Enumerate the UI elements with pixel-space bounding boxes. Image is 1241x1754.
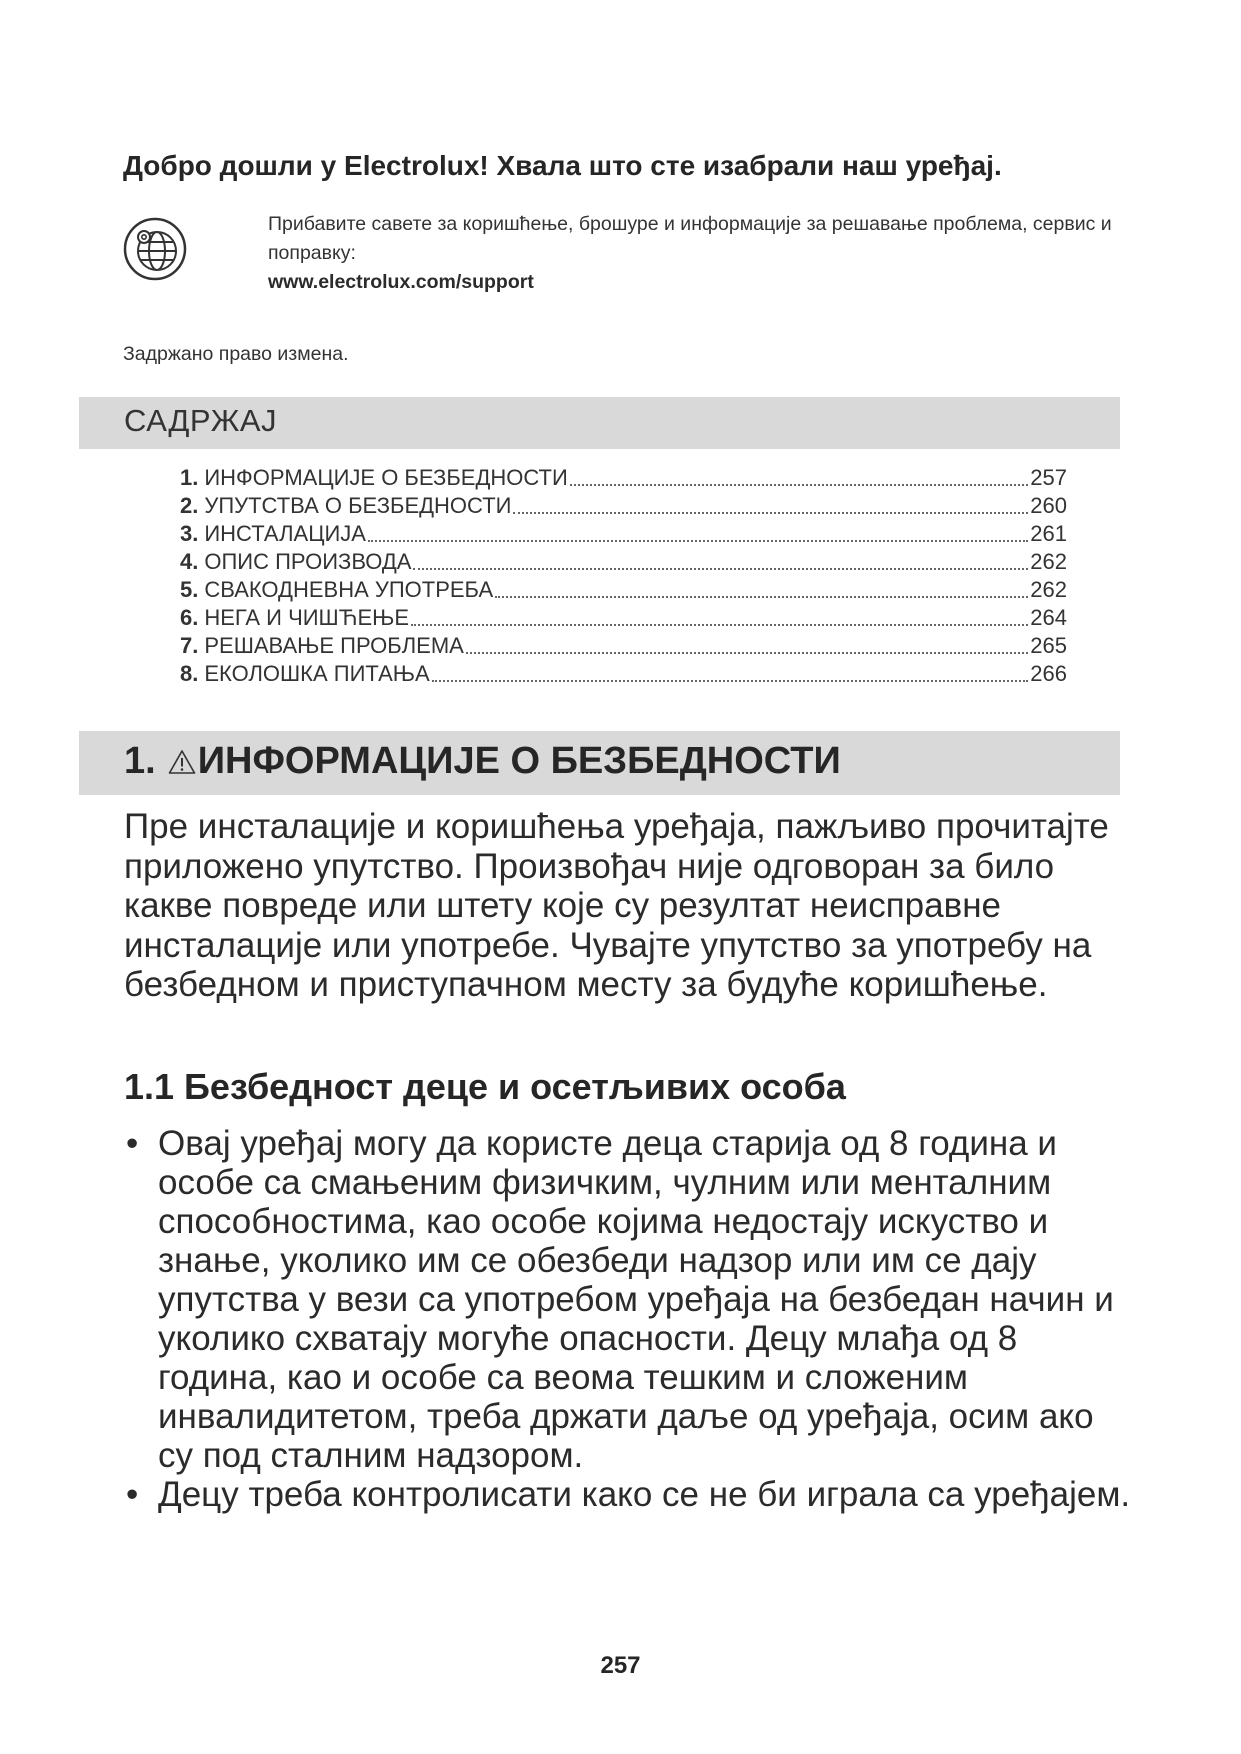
toc-item[interactable] xyxy=(180,604,1067,632)
toc-item[interactable] xyxy=(180,576,1067,604)
rights-reserved-note: Задржано право измена. xyxy=(123,343,349,365)
toc-item-number: 4. xyxy=(180,549,199,574)
toc-item-label: НЕГА И ЧИШЋЕЊЕ xyxy=(204,605,410,630)
toc-item-number: 5. xyxy=(180,577,199,602)
page-number: 257 xyxy=(600,1652,641,1679)
toc-leader-dots xyxy=(495,596,1028,598)
toc-item-number: 2. xyxy=(180,493,199,518)
toc-item-label: ЕКОЛОШКА ПИТАЊА xyxy=(204,661,430,686)
support-info xyxy=(268,210,1148,297)
support-text: Прибавите савете за коришћење, брошуре и информације за решавање проблема, сервис и поправку: xyxy=(268,213,1112,264)
toc-item-page: 262 xyxy=(1030,549,1067,574)
section-title-text: ИНФОРМАЦИЈЕ О БЕЗБЕДНОСТИ xyxy=(197,740,841,782)
toc-item-page: 264 xyxy=(1030,605,1067,630)
toc-title: САДРЖАЈ xyxy=(124,403,278,438)
toc-item[interactable] xyxy=(180,632,1067,660)
toc-item[interactable] xyxy=(180,548,1067,576)
toc-item-page: 257 xyxy=(1030,465,1067,490)
toc-item-label: ОПИС ПРОИЗВОДА xyxy=(204,549,412,574)
toc-item-page: 265 xyxy=(1030,633,1067,658)
toc-leader-dots xyxy=(513,512,1028,514)
section-number: 1. xyxy=(124,740,156,782)
toc-leader-dots xyxy=(432,680,1029,682)
toc-item[interactable] xyxy=(180,520,1067,548)
toc-item[interactable] xyxy=(180,660,1067,688)
toc-item-label: ИНСТАЛАЦИЈА xyxy=(204,521,366,546)
section-intro: Пре инсталације и коришћења уређаја, пажљиво прочитајте приложено упутство. Произвођач није одговоран за било какве повреде или штету које су резултат неисправне инсталације или употребе. Чувајте упутство за употребу на безбедном и приступачном месту за будуће коришћење. xyxy=(124,807,1109,1004)
toc-item-number: 7. xyxy=(180,633,199,658)
welcome-heading: Добро дошли у Electrolux! Хвала што сте изабрали наш уређај. xyxy=(123,150,1002,181)
toc-item-number: 8. xyxy=(180,661,199,686)
toc-item-page: 262 xyxy=(1030,577,1067,602)
support-url-link[interactable]: www.electrolux.com/support xyxy=(268,271,534,293)
globe-at-icon xyxy=(122,216,188,282)
toc-item[interactable] xyxy=(180,492,1067,520)
toc-leader-dots xyxy=(368,540,1028,542)
toc-item-page: 261 xyxy=(1030,521,1067,546)
toc-leader-dots xyxy=(413,568,1028,570)
toc-item-number: 1. xyxy=(180,465,199,490)
toc-item[interactable] xyxy=(180,464,1067,492)
safety-bullet-list xyxy=(124,1124,1134,1514)
toc-item-label: ИНФОРМАЦИЈЕ О БЕЗБЕДНОСТИ xyxy=(204,465,568,490)
toc-leader-dots xyxy=(411,624,1028,626)
toc-item-label: СВАКОДНЕВНА УПОТРЕБА xyxy=(204,577,494,602)
toc-item-page: 260 xyxy=(1030,493,1067,518)
toc-leader-dots xyxy=(570,484,1029,486)
toc-leader-dots xyxy=(466,652,1028,654)
bullet-item: • Овај уређај могу да користе деца старија од 8 година и особе са смањеним физичким, чулним или менталним способностима, као особе којима недостају искуство и знање, уколико им се обезбеди надзор или им се дају упутства у вези са употребом уређаја на безбедан начин и уколико схватају могуће опасности. Децу млађа од 8 година, као и особе са веома тешким и сложеним инвалидитетом, треба држати даље од уређаја, осим ако су под сталним надзором. xyxy=(124,1124,1134,1475)
toc-item-label: УПУТСТВА О БЕЗБЕДНОСТИ xyxy=(204,493,512,518)
toc-item-number: 3. xyxy=(180,521,199,546)
toc-item-label: РЕШАВАЊЕ ПРОБЛЕМА xyxy=(204,633,464,658)
subsection-title: 1.1 Безбедност деце и осетљивих особа xyxy=(124,1066,846,1107)
toc-item-page: 266 xyxy=(1030,661,1067,686)
table-of-contents xyxy=(180,464,1067,688)
section-title xyxy=(124,740,841,783)
bullet-item: • Децу треба контролисати како се не би играла са уређајем. xyxy=(124,1475,1134,1514)
warning-triangle-icon xyxy=(168,749,196,775)
toc-item-number: 6. xyxy=(180,605,199,630)
